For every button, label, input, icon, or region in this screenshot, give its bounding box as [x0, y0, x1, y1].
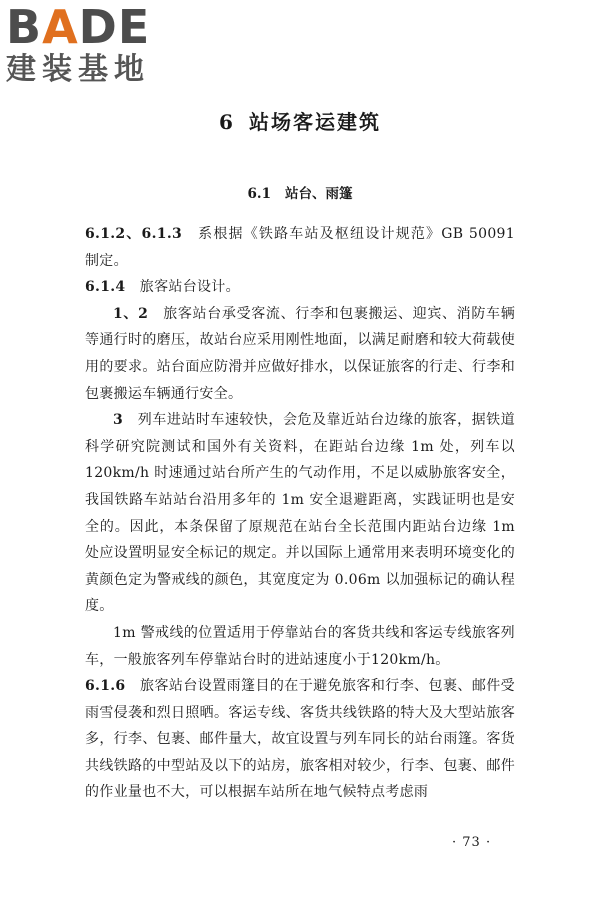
paragraph-text: 列车进站时车速较快，会危及靠近站台边缘的旅客，据铁道科学研究院测试和国外有关资料，在距站台边缘 1m 处，列车以120km/h 时速通过站台所产生的气动作用，不足以威胁旅客安全，我国铁路车站站台沿用多年的 1m 安全退避距离，实践证明也是安全的。因此，本条保留了原规范在站台全长范围内距站台边缘 1m 处应设置明显安全标记的规定。并以国际上通常用来表明环境变化的黄颜色定为警戒线的颜色，其宽度定为 0.06m 以加强标记的确认程度。 [85, 412, 515, 615]
paragraph [85, 620, 515, 673]
clause-number: 6.1.2、6.1.3 [85, 226, 183, 242]
chapter-number: 6 [219, 110, 235, 134]
paragraph [85, 673, 515, 806]
clause-number: 1、2 [113, 305, 149, 322]
paragraph [85, 407, 515, 620]
paragraph-text: 1m 警戒线的位置适用于停靠站台的客货共线和客运专线旅客列车，一般旅客列车停靠站台时的进站速度小于120km/h。 [85, 624, 515, 668]
paragraph-text: 系根据《铁路车站及枢纽设计规范》GB 50091 制定。 [85, 226, 515, 269]
chapter-title-text: 站场客运建筑 [248, 110, 381, 134]
paragraph [85, 221, 515, 274]
clause-number: 6.1.4 [85, 279, 126, 296]
clause-number: 3 [113, 412, 124, 429]
bade-logo [6, 0, 176, 96]
section-title-text: 站台、雨篷 [285, 186, 353, 202]
clause-number: 6.1.6 [85, 678, 126, 695]
paragraph [85, 301, 515, 407]
logo-subtitle: 建装基地 [6, 52, 150, 87]
logo-wordmark: BADE [6, 0, 151, 54]
paragraph-text: 旅客站台设计。 [139, 279, 240, 296]
section-title [0, 182, 600, 202]
paragraph-text: 旅客站台承受客流、行李和包裹搬运、迎宾、消防车辆等通行时的磨压，故站台应采用刚性地面，以满足耐磨和较大荷载使用的要求。站台面应防滑并应做好排水，以保证旅客的行走、行李和包裹搬运车辆通行安全。 [85, 305, 515, 402]
page-number: · 73 · [452, 835, 492, 850]
body-text [85, 221, 515, 806]
section-number: 6.1 [247, 186, 271, 202]
paragraph [85, 274, 515, 301]
paragraph-text: 旅客站台设置雨篷目的在于避免旅客和行李、包裹、邮件受雨雪侵袭和烈日照晒。客运专线、客货共线铁路的特大及大型站旅客多，行李、包裹、邮件量大，故宜设置与列车同长的站台雨篷。客货共线铁路的中型站及以下的站房，旅客相对较少，行李、包裹、邮件的作业量也不大，可以根据车站所在地气候特点考虑雨 [85, 678, 515, 801]
chapter-title [0, 106, 600, 135]
